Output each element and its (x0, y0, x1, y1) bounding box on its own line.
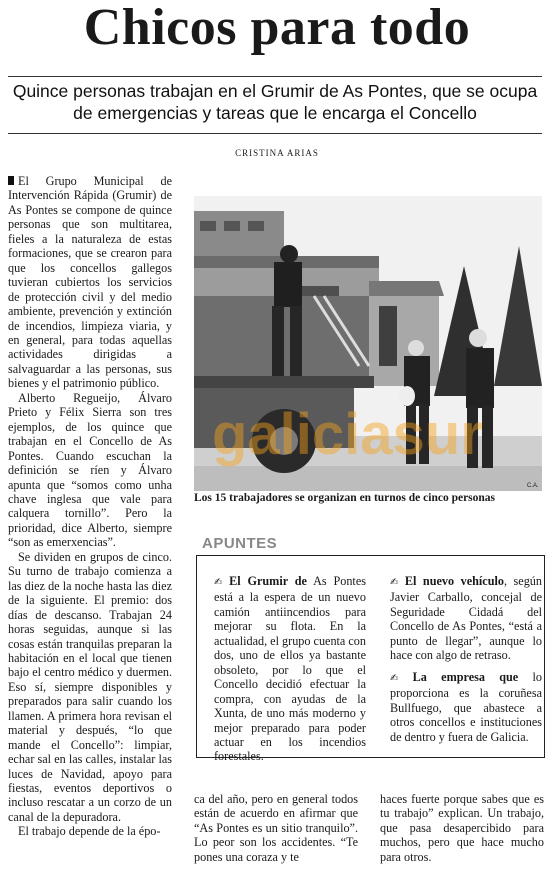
apuntes-label: APUNTES (202, 535, 278, 552)
apuntes-item (390, 574, 542, 663)
apuntes-item (390, 670, 542, 744)
body-paragraph (8, 174, 172, 391)
deck: Quince personas trabajan en el Grumir de As Pontes, que se ocupa de emergencias y tareas que le encarga el Concello (12, 81, 538, 123)
pencil-icon: ✍ (214, 577, 227, 588)
apuntes-column-2 (390, 574, 542, 751)
body-paragraph: Alberto Regueijo, Álvaro Prieto y Félix Sierra son tres ejemplos, de los quince que trabajan en el Concello de As Pontes. Cuando escuchan la definición se ríen y Álvaro apunta que “somos como unha chave inglesa que vale para calquera tornillo”. Pero la prioridad, dice Alberto, siempre “son as emerxencias”. (8, 390, 172, 550)
byline: CRISTINA ARIAS (235, 148, 319, 158)
headline: Chicos para todo (83, 0, 471, 56)
body-paragraph-text: El Grupo Municipal de Intervención Rápida (Grumir) de As Pontes se compone de quince personas que son multitarea, fieles a la naturaleza de estas formaciones, que se crearon para que los concellos gallegos tuvieran cubiertos los servicios de protección civil y del medio ambiente, prevención y extinción de incendios, limpieza viaria, y en general, para todas aquellas actividades dirigidas a salvaguardar a las personas, sus bienes y el patrimonio público. (8, 174, 172, 391)
body-paragraph: Se dividen en grupos de cinco. Su turno de trabajo comienza a las diez de la noche hasta las diez de la siguiente. El premio: dos días de descanso. Trabajan 24 horas seguidas, aunque si las cosas están tranquilas preparan la habitación en el local que tienen bajo el centro médico y duermen. Eso sí, siempre disponibles y preparados para salir cuando los llamen. A primera hora revisan el material y después, “lo que mande el Concello”: limpiar, echar sal en las calles, instalar las luces de Navidad, apoyo para fiestas, eventos deportivos o incluso rescatar a un corzo de un canal de la depuradora. (8, 549, 172, 824)
apuntes-item-lead: El nuevo vehículo (404, 574, 504, 588)
body-column-3 (380, 792, 544, 864)
apuntes-item-lead: El Grumir de (229, 574, 307, 588)
body-paragraph: haces fuerte porque sabes que es tu trabajo” explican. Un trabajo, que pasa desapercibido para muchos, pero que hace mucho para otros. (380, 792, 544, 864)
pencil-icon: ✍ (390, 672, 410, 684)
apuntes-item (214, 574, 366, 764)
pencil-icon: ✍ (390, 577, 402, 588)
photo-caption: Los 15 trabajadores se organizan en turnos de cinco personas (194, 492, 496, 504)
apuntes-item-text: lo proporciona es la coruñesa Bullfuego, que abastece a otros concellos e instituciones de dentro y fuera de Galicia. (390, 669, 542, 744)
body-column-1 (8, 174, 172, 839)
deck-rule-top (8, 76, 542, 77)
apuntes-item-text: , según Javier Carballo, concejal de Seguridade Cidadá del Concello de As Pontes, “está a punto de llegar”, aunque lo hace con algo de retraso. (390, 574, 542, 663)
lead-square-icon (8, 176, 14, 185)
body-column-2 (194, 792, 358, 864)
photo-credit: C.A. (527, 483, 539, 489)
news-photo (194, 196, 542, 491)
body-paragraph: ca del año, pero en general todos están de acuerdo en afirmar que “As Pontes es un sitio tranquilo”. Lo peor son los accidentes. “Te pones una coraza y te (194, 792, 358, 864)
photo-watermark: galiciasur (212, 402, 483, 467)
deck-rule-bottom (8, 133, 542, 134)
apuntes-item-text: As Pontes está a la espera de un nuevo camión antiincendios para mejorar su flota. En la actualidad, el grupo cuenta con dos, uno de ellos ya bastante obsoleto, por lo que el Concello decidió efectuar la compra, con ayudas de la Xunta, de uno más moderno y mejor preparado para poder actuar en los incendios forestales. (214, 574, 366, 764)
apuntes-column-1 (214, 574, 366, 771)
apuntes-item-lead: La empresa que (412, 669, 519, 684)
body-paragraph: El trabajo depende de la épo- (18, 824, 161, 839)
